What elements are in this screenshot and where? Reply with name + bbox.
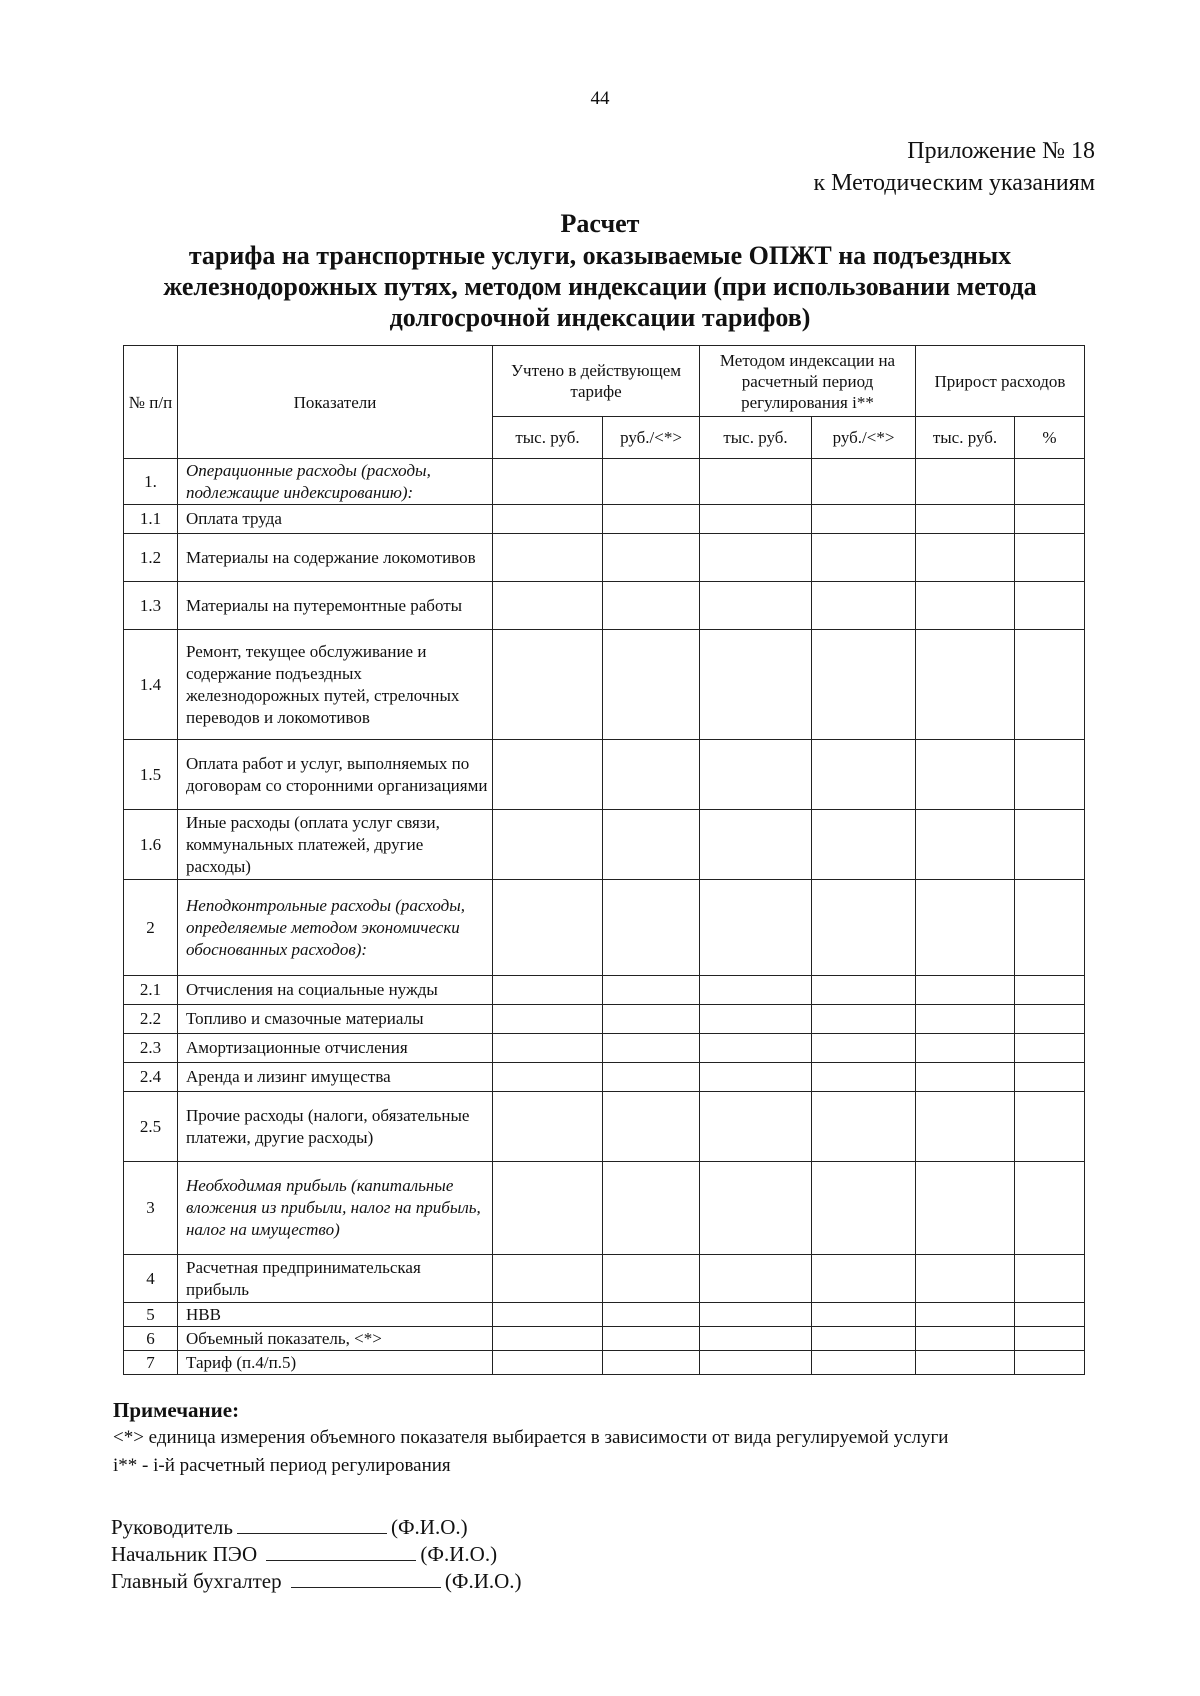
notes-heading: Примечание: — [113, 1398, 240, 1422]
value-cell — [700, 1327, 812, 1351]
value-cell — [493, 1351, 603, 1375]
value-cell — [603, 740, 700, 810]
value-cell — [493, 1034, 603, 1063]
table-row — [124, 1034, 1085, 1063]
row-indicator: Отчисления на социальные нужды — [178, 976, 493, 1005]
header-cost-growth: Прирост расходов — [916, 346, 1085, 417]
signature-line — [237, 1515, 387, 1534]
signature-director — [111, 1515, 468, 1540]
row-number: 2.2 — [124, 1005, 178, 1034]
value-cell — [1015, 976, 1085, 1005]
value-cell — [493, 582, 603, 630]
value-cell — [700, 534, 812, 582]
row-number: 2.1 — [124, 976, 178, 1005]
table-row — [124, 1063, 1085, 1092]
row-number: 1.6 — [124, 810, 178, 880]
signature-name-placeholder: (Ф.И.О.) — [444, 1569, 522, 1593]
value-cell — [1015, 459, 1085, 505]
value-cell — [700, 1092, 812, 1162]
value-cell — [916, 582, 1015, 630]
value-cell — [603, 976, 700, 1005]
table-row — [124, 976, 1085, 1005]
row-number: 1.1 — [124, 505, 178, 534]
value-cell — [916, 1063, 1015, 1092]
value-cell — [812, 1005, 916, 1034]
value-cell — [493, 810, 603, 880]
value-cell — [700, 459, 812, 505]
signature-name-placeholder: (Ф.И.О.) — [420, 1542, 498, 1566]
value-cell — [700, 630, 812, 740]
row-number: 1.4 — [124, 630, 178, 740]
header-indicators: Показатели — [178, 346, 493, 459]
table-row — [124, 1255, 1085, 1303]
value-cell — [603, 459, 700, 505]
subheader-rub-per-unit: руб./<*> — [603, 417, 700, 459]
row-number: 4 — [124, 1255, 178, 1303]
value-cell — [493, 880, 603, 976]
value-cell — [603, 810, 700, 880]
value-cell — [603, 1327, 700, 1351]
value-cell — [812, 1255, 916, 1303]
value-cell — [493, 1162, 603, 1255]
value-cell — [1015, 880, 1085, 976]
value-cell — [812, 810, 916, 880]
appendix-reference: к Методическим указаниям — [813, 170, 1095, 196]
row-indicator: НВВ — [178, 1303, 493, 1327]
value-cell — [916, 1255, 1015, 1303]
value-cell — [916, 880, 1015, 976]
signature-chief-accountant — [111, 1569, 522, 1594]
value-cell — [700, 582, 812, 630]
value-cell — [493, 976, 603, 1005]
value-cell — [1015, 1092, 1085, 1162]
table-row — [124, 459, 1085, 505]
table-row — [124, 1351, 1085, 1375]
value-cell — [812, 1092, 916, 1162]
note-unit-of-measure: <*> единица измерения объемного показателя выбирается в зависимости от вида регулируемой услуги — [113, 1427, 949, 1448]
header-row-number: № п/п — [124, 346, 178, 459]
table-body — [124, 459, 1085, 1375]
appendix-number: Приложение № 18 — [907, 138, 1095, 164]
value-cell — [916, 630, 1015, 740]
value-cell — [603, 1255, 700, 1303]
row-number: 3 — [124, 1162, 178, 1255]
value-cell — [603, 630, 700, 740]
table-row — [124, 582, 1085, 630]
table-row — [124, 1162, 1085, 1255]
row-indicator: Операционные расходы (расходы, подлежащие индексированию): — [178, 459, 493, 505]
subheader-percent: % — [1015, 417, 1085, 459]
row-indicator: Неподконтрольные расходы (расходы, определяемые методом экономически обоснованных расходов): — [178, 880, 493, 976]
value-cell — [493, 1092, 603, 1162]
value-cell — [700, 1351, 812, 1375]
row-number: 6 — [124, 1327, 178, 1351]
value-cell — [493, 740, 603, 810]
value-cell — [493, 1255, 603, 1303]
row-number: 2 — [124, 880, 178, 976]
value-cell — [916, 1303, 1015, 1327]
page-number: 44 — [590, 88, 610, 109]
row-indicator: Необходимая прибыль (капитальные вложения из прибыли, налог на прибыль, налог на имущество) — [178, 1162, 493, 1255]
value-cell — [700, 1162, 812, 1255]
row-number: 1. — [124, 459, 178, 505]
signature-role: Главный бухгалтер — [111, 1569, 282, 1593]
value-cell — [812, 582, 916, 630]
row-indicator: Прочие расходы (налоги, обязательные платежи, другие расходы) — [178, 1092, 493, 1162]
signature-role: Руководитель — [111, 1515, 233, 1539]
value-cell — [916, 1351, 1015, 1375]
table-row — [124, 1303, 1085, 1327]
row-indicator: Материалы на содержание локомотивов — [178, 534, 493, 582]
row-number: 5 — [124, 1303, 178, 1327]
subheader-thousand-rub: тыс. руб. — [493, 417, 603, 459]
value-cell — [812, 505, 916, 534]
row-indicator: Оплата труда — [178, 505, 493, 534]
table-row — [124, 505, 1085, 534]
note-regulation-period: i** - i-й расчетный период регулирования — [113, 1455, 451, 1476]
value-cell — [1015, 740, 1085, 810]
value-cell — [916, 810, 1015, 880]
document-subtitle-line-2: железнодорожных путях, методом индексации (при использовании метода — [163, 272, 1037, 301]
table-row — [124, 534, 1085, 582]
row-indicator: Оплата работ и услуг, выполняемых по договорам со сторонними организациями — [178, 740, 493, 810]
signature-head-of-planning — [111, 1542, 497, 1567]
tariff-calculation-table — [123, 345, 1085, 1375]
value-cell — [916, 1005, 1015, 1034]
value-cell — [916, 1327, 1015, 1351]
value-cell — [603, 534, 700, 582]
value-cell — [916, 459, 1015, 505]
value-cell — [916, 1162, 1015, 1255]
value-cell — [916, 976, 1015, 1005]
value-cell — [1015, 1063, 1085, 1092]
value-cell — [812, 740, 916, 810]
value-cell — [700, 976, 812, 1005]
row-indicator: Материалы на путеремонтные работы — [178, 582, 493, 630]
row-indicator: Расчетная предпринимательская прибыль — [178, 1255, 493, 1303]
row-indicator: Амортизационные отчисления — [178, 1034, 493, 1063]
value-cell — [700, 1034, 812, 1063]
table-row — [124, 630, 1085, 740]
value-cell — [700, 505, 812, 534]
value-cell — [812, 976, 916, 1005]
subheader-rub-per-unit: руб./<*> — [812, 417, 916, 459]
row-indicator: Аренда и лизинг имущества — [178, 1063, 493, 1092]
header-current-tariff: Учтено в действующем тарифе — [493, 346, 700, 417]
row-number: 1.3 — [124, 582, 178, 630]
table-row — [124, 1005, 1085, 1034]
value-cell — [916, 534, 1015, 582]
row-number: 1.5 — [124, 740, 178, 810]
value-cell — [1015, 505, 1085, 534]
value-cell — [603, 1063, 700, 1092]
value-cell — [1015, 582, 1085, 630]
value-cell — [493, 459, 603, 505]
value-cell — [1015, 1327, 1085, 1351]
value-cell — [916, 1034, 1015, 1063]
value-cell — [812, 630, 916, 740]
value-cell — [1015, 1255, 1085, 1303]
row-number: 2.4 — [124, 1063, 178, 1092]
value-cell — [1015, 1005, 1085, 1034]
value-cell — [700, 1303, 812, 1327]
table-row — [124, 880, 1085, 976]
value-cell — [1015, 1303, 1085, 1327]
value-cell — [812, 1034, 916, 1063]
value-cell — [603, 1034, 700, 1063]
value-cell — [700, 1255, 812, 1303]
value-cell — [812, 534, 916, 582]
value-cell — [493, 630, 603, 740]
value-cell — [916, 505, 1015, 534]
value-cell — [812, 1303, 916, 1327]
value-cell — [603, 582, 700, 630]
value-cell — [603, 1162, 700, 1255]
value-cell — [493, 1063, 603, 1092]
signature-role: Начальник ПЭО — [111, 1542, 258, 1566]
table-row — [124, 1327, 1085, 1351]
value-cell — [812, 880, 916, 976]
value-cell — [700, 810, 812, 880]
signature-name-placeholder: (Ф.И.О.) — [390, 1515, 468, 1539]
value-cell — [1015, 1351, 1085, 1375]
value-cell — [603, 880, 700, 976]
header-indexation-method: Методом индексации на расчетный период регулирования i** — [700, 346, 916, 417]
value-cell — [812, 1327, 916, 1351]
value-cell — [1015, 810, 1085, 880]
value-cell — [700, 1063, 812, 1092]
value-cell — [916, 740, 1015, 810]
value-cell — [493, 1327, 603, 1351]
document-title: Расчет — [560, 209, 640, 238]
table-row — [124, 740, 1085, 810]
value-cell — [1015, 630, 1085, 740]
value-cell — [603, 1303, 700, 1327]
row-indicator: Ремонт, текущее обслуживание и содержание подъездных железнодорожных путей, стрелочных переводов и локомотивов — [178, 630, 493, 740]
row-number: 2.3 — [124, 1034, 178, 1063]
value-cell — [700, 740, 812, 810]
subheader-thousand-rub: тыс. руб. — [916, 417, 1015, 459]
row-indicator: Объемный показатель, <*> — [178, 1327, 493, 1351]
value-cell — [812, 459, 916, 505]
value-cell — [812, 1351, 916, 1375]
table-row — [124, 810, 1085, 880]
row-indicator: Иные расходы (оплата услуг связи, коммунальных платежей, другие расходы) — [178, 810, 493, 880]
value-cell — [603, 505, 700, 534]
table-row — [124, 1092, 1085, 1162]
value-cell — [1015, 1162, 1085, 1255]
value-cell — [493, 534, 603, 582]
value-cell — [700, 880, 812, 976]
value-cell — [493, 505, 603, 534]
document-subtitle-line-3: долгосрочной индексации тарифов) — [389, 303, 811, 332]
row-indicator: Тариф (п.4/п.5) — [178, 1351, 493, 1375]
value-cell — [603, 1005, 700, 1034]
signature-line — [266, 1542, 416, 1561]
value-cell — [812, 1063, 916, 1092]
value-cell — [493, 1005, 603, 1034]
value-cell — [1015, 1034, 1085, 1063]
value-cell — [1015, 534, 1085, 582]
value-cell — [916, 1092, 1015, 1162]
row-number: 1.2 — [124, 534, 178, 582]
subheader-thousand-rub: тыс. руб. — [700, 417, 812, 459]
value-cell — [493, 1303, 603, 1327]
signature-line — [291, 1569, 441, 1588]
value-cell — [603, 1351, 700, 1375]
value-cell — [700, 1005, 812, 1034]
row-number: 7 — [124, 1351, 178, 1375]
row-number: 2.5 — [124, 1092, 178, 1162]
row-indicator: Топливо и смазочные материалы — [178, 1005, 493, 1034]
document-subtitle-line-1: тарифа на транспортные услуги, оказываемые ОПЖТ на подъездных — [188, 241, 1012, 270]
value-cell — [812, 1162, 916, 1255]
value-cell — [603, 1092, 700, 1162]
